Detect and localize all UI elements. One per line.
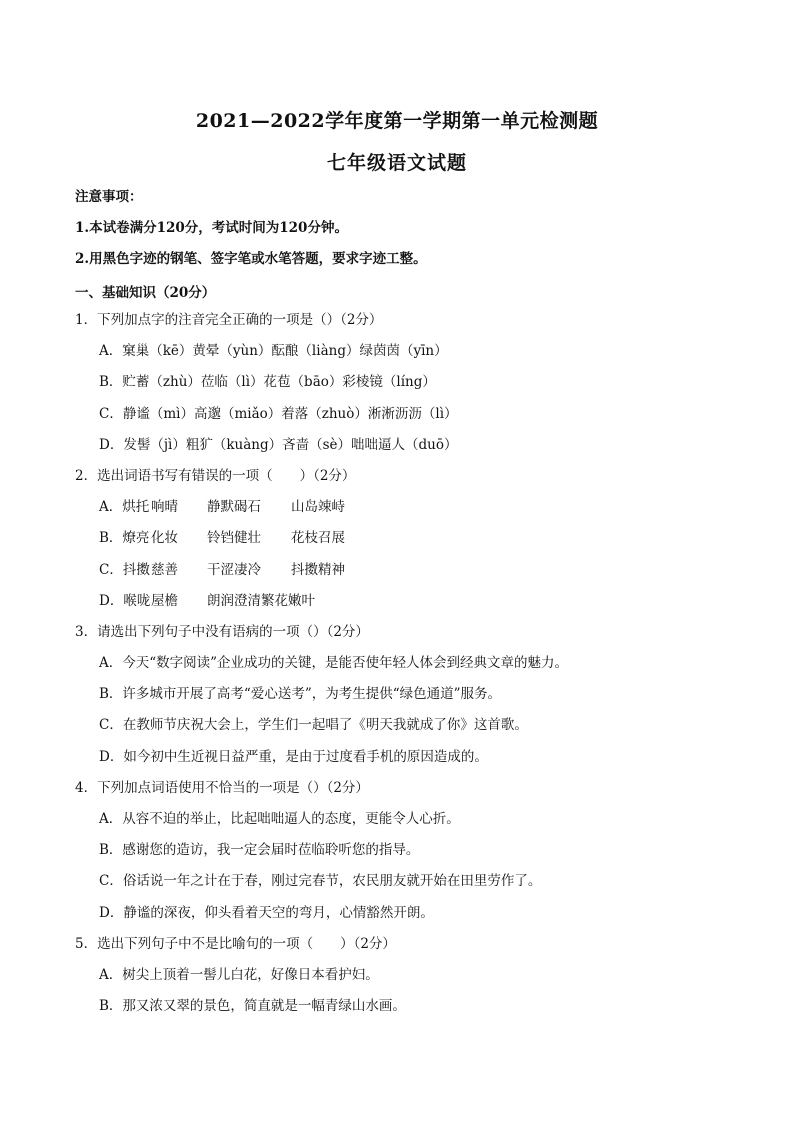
option-word: 山岛竦峙	[291, 499, 345, 516]
option-word: 朗润澄清繁花嫩叶	[207, 592, 315, 609]
answer-option: B．许多城市开展了高考“爱心送考”，为考生提供“绿色通道”服务。	[99, 686, 502, 703]
option-word: B．燎亮	[99, 530, 150, 547]
option-word: 响晴	[151, 499, 178, 516]
answer-option-row	[75, 498, 755, 529]
notes-heading: 注意事项：	[75, 189, 143, 205]
answer-option: B．感谢您的造访，我一定会届时莅临聆听您的指导。	[99, 842, 420, 859]
option-word: 屋檐	[151, 592, 178, 609]
answer-option: C．静谧（mì）高邈（miǎo）着落（zhuò）淅淅沥沥（lì）	[99, 405, 458, 422]
answer-option: C．在教师节庆祝大会上，学生们一起唱了《明天我就成了你》这首歌。	[99, 717, 528, 734]
answer-option: A．树尖上顶着一髻儿白花，好像日本看护妇。	[99, 966, 379, 983]
answer-option: B．贮蓄（zhù）莅临（lì）花苞（bāo）彩棱镜（líng）	[99, 374, 436, 391]
notes-item: 2.用黑色字迹的钢笔、签字笔或水笔答题，要求字迹工整。	[75, 251, 427, 267]
section-title: 一、基础知识（20分）	[75, 285, 216, 301]
question-stem: 5．选出下列句子中不是比喻句的一项（ ）（2分）	[75, 935, 396, 952]
option-word: 化妆	[151, 530, 178, 547]
option-word: C．抖擞	[99, 561, 150, 578]
answer-option-row	[75, 592, 755, 623]
questions-list	[75, 311, 755, 1028]
answer-option-row	[75, 561, 755, 592]
answer-option: A．窠巢（kē）黄晕（yùn）酝酿（liàng）绿茵茵（yīn）	[99, 343, 448, 360]
question-stem: 4．下列加点词语使用不恰当的一项是（）（2分）	[75, 779, 369, 796]
option-word: 慈善	[151, 561, 178, 578]
option-word: 铃铛健壮	[207, 530, 261, 547]
answer-option: D．发髻（jì）粗犷（kuàng）吝啬（sè）咄咄逼人（duō）	[99, 436, 458, 453]
question-stem: 2．选出词语书写有错误的一项（ ）（2分）	[75, 467, 356, 484]
option-word: D．喉咙	[99, 592, 151, 609]
notes-item: 1.本试卷满分120分，考试时间为120分钟。	[75, 220, 348, 236]
question-stem: 1．下列加点字的注音完全正确的一项是（）（2分）	[75, 312, 383, 328]
answer-option: D．静谧的深夜，仰头看着天空的弯月，心情豁然开朗。	[99, 904, 434, 921]
exam-title: 2021—2022学年度第一学期第一单元检测题	[195, 110, 599, 132]
notes-block	[75, 188, 735, 281]
option-word: 静默碣石	[207, 499, 261, 516]
answer-option: A．今天“数字阅读”企业成功的关键，是能否使年轻人体会到经典文章的魅力。	[99, 655, 569, 672]
option-word: A．烘托	[99, 499, 150, 516]
answer-option: C．俗话说一年之计在于春，刚过完春节，农民朋友就开始在田里劳作了。	[99, 873, 542, 890]
answer-option: B．那又浓又翠的景色，简直就是一幅青绿山水画。	[99, 998, 406, 1015]
exam-subtitle: 七年级语文试题	[326, 152, 467, 174]
option-word: 干涩凄冷	[207, 561, 261, 578]
answer-option: D．如今初中生近视日益严重，是由于过度看手机的原因造成的。	[99, 748, 488, 765]
answer-option-row	[75, 529, 755, 560]
option-word: 花枝召展	[291, 530, 345, 547]
answer-option: A．从容不迫的举止，比起咄咄逼人的态度，更能令人心折。	[99, 811, 460, 827]
question-stem: 3．请选出下列句子中没有语病的一项（）（2分）	[75, 623, 369, 640]
option-word: 抖擞精神	[291, 561, 345, 578]
